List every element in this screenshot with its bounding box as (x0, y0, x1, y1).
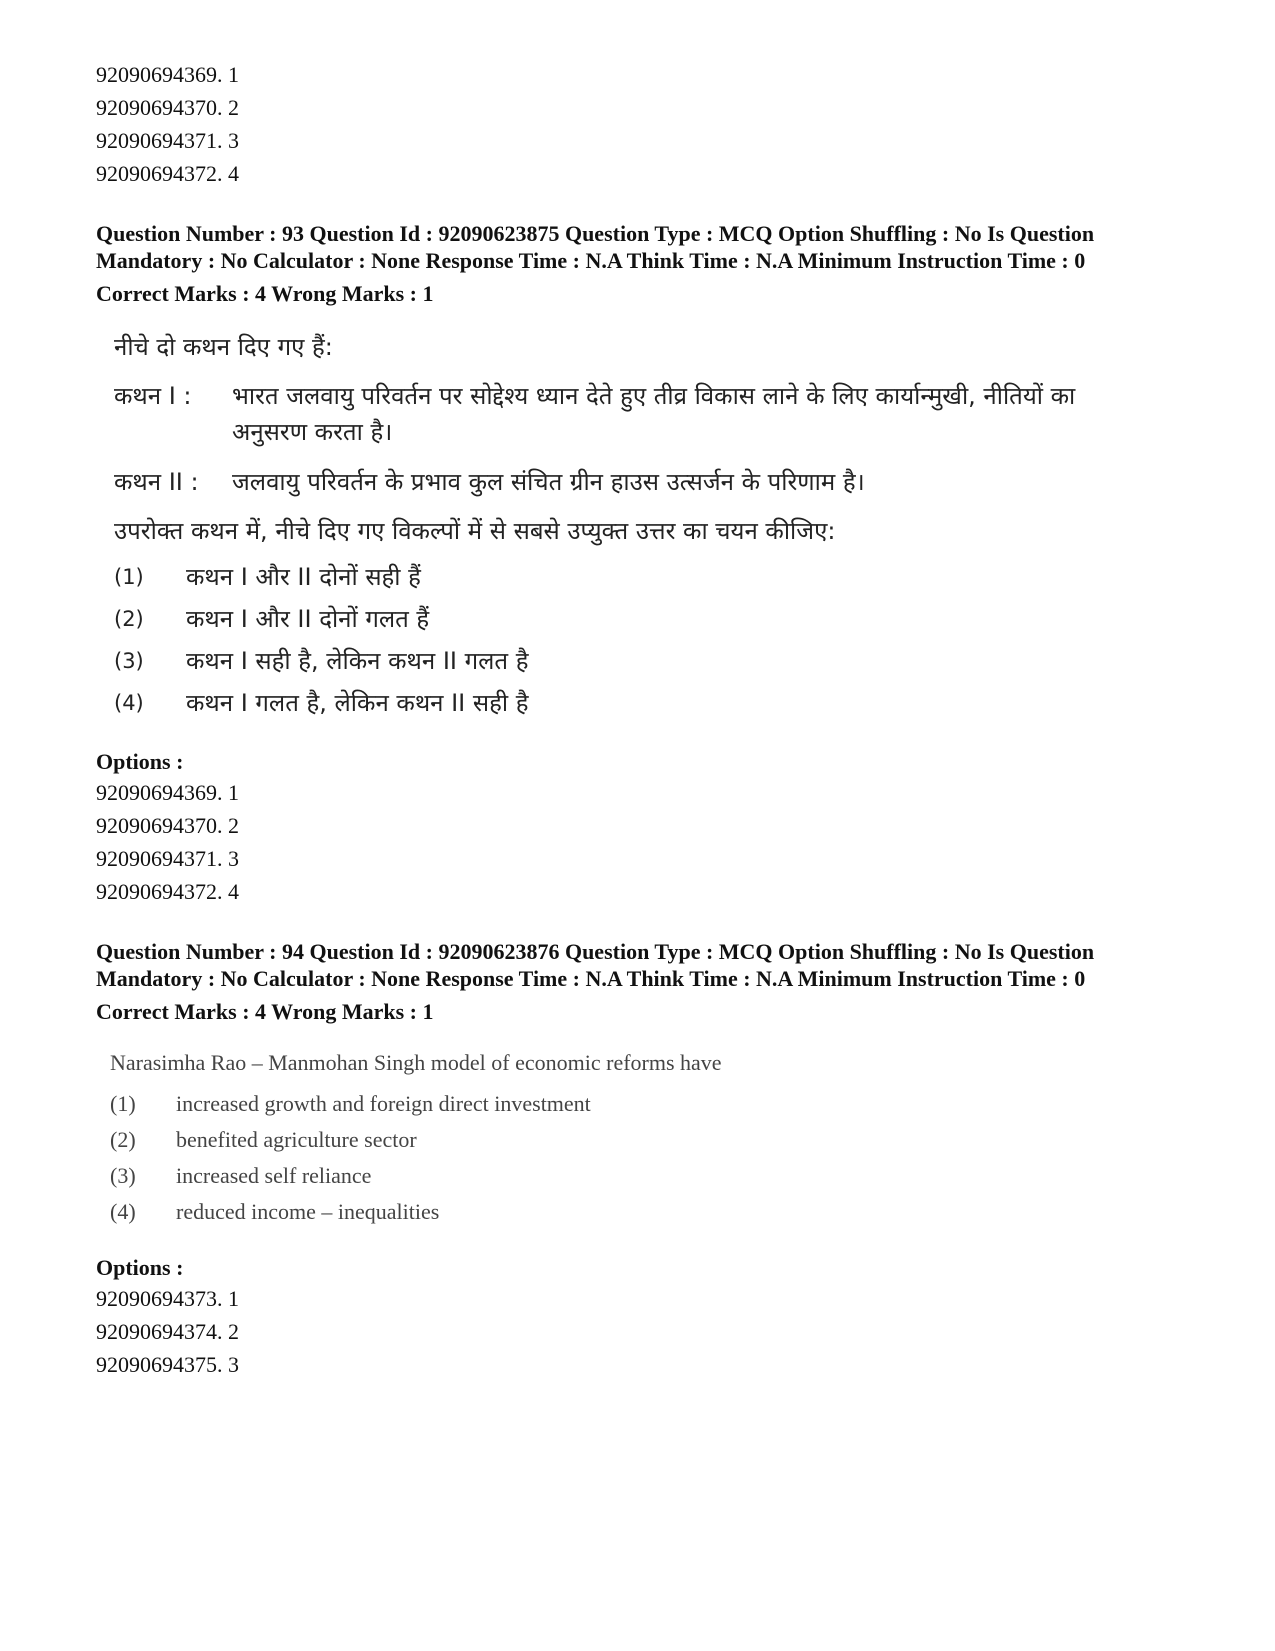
choice-number: (2) (114, 607, 144, 631)
question-marks: Correct Marks : 4 Wrong Marks : 1 (96, 281, 434, 306)
choice-text: कथन I सही है, लेकिन कथन II गलत है (186, 647, 529, 675)
question-body (110, 1048, 1196, 1230)
option-line: 92090694374. 2 (96, 1319, 239, 1344)
choice-list (110, 1086, 1196, 1230)
option-line: 92090694375. 3 (96, 1352, 239, 1377)
question-meta: Question Number : 94 Question Id : 92090623876 Question Type : MCQ Option Shuffling : No Is Question Mandatory : No Calculator : None Response Time : N.A Think Time : N.A Minimum Instruction Time : 0 (96, 939, 1095, 991)
choice-text: benefited agriculture sector (176, 1127, 417, 1152)
choice-item (114, 598, 1196, 640)
choice-text: कथन I और II दोनों गलत हैं (186, 605, 430, 633)
question-prompt: उपरोक्त कथन में, नीचे दिए गए विकल्पों में से सबसे उप्युक्त उत्तर का चयन कीजिए: (114, 517, 836, 545)
question-marks: Correct Marks : 4 Wrong Marks : 1 (96, 999, 434, 1024)
choice-number: (2) (110, 1127, 136, 1152)
choice-list (114, 556, 1196, 724)
options-heading: Options : (96, 749, 184, 774)
choice-item (110, 1194, 1196, 1230)
question-intro: नीचे दो कथन दिए गए हैं: (114, 333, 333, 361)
choice-number: (3) (114, 649, 144, 673)
options-list (96, 1282, 1196, 1381)
choice-number: (1) (114, 565, 144, 589)
choice-item (114, 556, 1196, 598)
question-93 (96, 220, 1196, 908)
question-meta: Question Number : 93 Question Id : 92090623875 Question Type : MCQ Option Shuffling : No Is Question Mandatory : No Calculator : None Response Time : N.A Think Time : N.A Minimum Instruction Time : 0 (96, 221, 1095, 273)
choice-text: increased growth and foreign direct investment (176, 1091, 591, 1116)
option-line: 92090694370. 2 (96, 95, 239, 120)
option-line: 92090694369. 1 (96, 780, 239, 805)
options-list (96, 776, 1196, 908)
choice-text: increased self reliance (176, 1163, 372, 1188)
choice-item (114, 682, 1196, 724)
document-page (96, 58, 1196, 1381)
option-line: 92090694370. 2 (96, 813, 239, 838)
choice-number: (4) (114, 691, 144, 715)
choice-item (114, 640, 1196, 682)
option-line: 92090694373. 1 (96, 1286, 239, 1311)
choice-text: कथन I और II दोनों सही हैं (186, 563, 421, 591)
question-body (114, 330, 1196, 724)
choice-item (110, 1122, 1196, 1158)
option-line: 92090694371. 3 (96, 128, 239, 153)
statement-label: कथन II : (114, 468, 199, 496)
choice-number: (3) (110, 1163, 136, 1188)
options-heading: Options : (96, 1255, 184, 1280)
option-line: 92090694369. 1 (96, 62, 239, 87)
choice-text: कथन I गलत है, लेकिन कथन II सही है (186, 689, 529, 717)
option-line: 92090694372. 4 (96, 161, 239, 186)
option-line: 92090694371. 3 (96, 846, 239, 871)
question-94 (96, 938, 1196, 1381)
statement-label: कथन I : (114, 382, 192, 410)
option-line: 92090694372. 4 (96, 879, 239, 904)
statement-1 (114, 378, 1196, 450)
choice-number: (1) (110, 1091, 136, 1116)
previous-options-list (96, 58, 1196, 190)
choice-item (110, 1086, 1196, 1122)
statement-2 (114, 464, 1196, 500)
choice-number: (4) (110, 1199, 136, 1224)
statement-text: जलवायु परिवर्तन के प्रभाव कुल संचित ग्रीन हाउस उत्सर्जन के परिणाम है। (232, 468, 865, 496)
choice-text: reduced income – inequalities (176, 1199, 440, 1224)
question-intro: Narasimha Rao – Manmohan Singh model of economic reforms have (110, 1050, 722, 1075)
choice-item (110, 1158, 1196, 1194)
statement-text: भारत जलवायु परिवर्तन पर सोद्देश्य ध्यान देते हुए तीव्र विकास लाने के लिए कार्यान्मुखी, नीतियों का अनुसरण करता है। (232, 382, 1076, 446)
